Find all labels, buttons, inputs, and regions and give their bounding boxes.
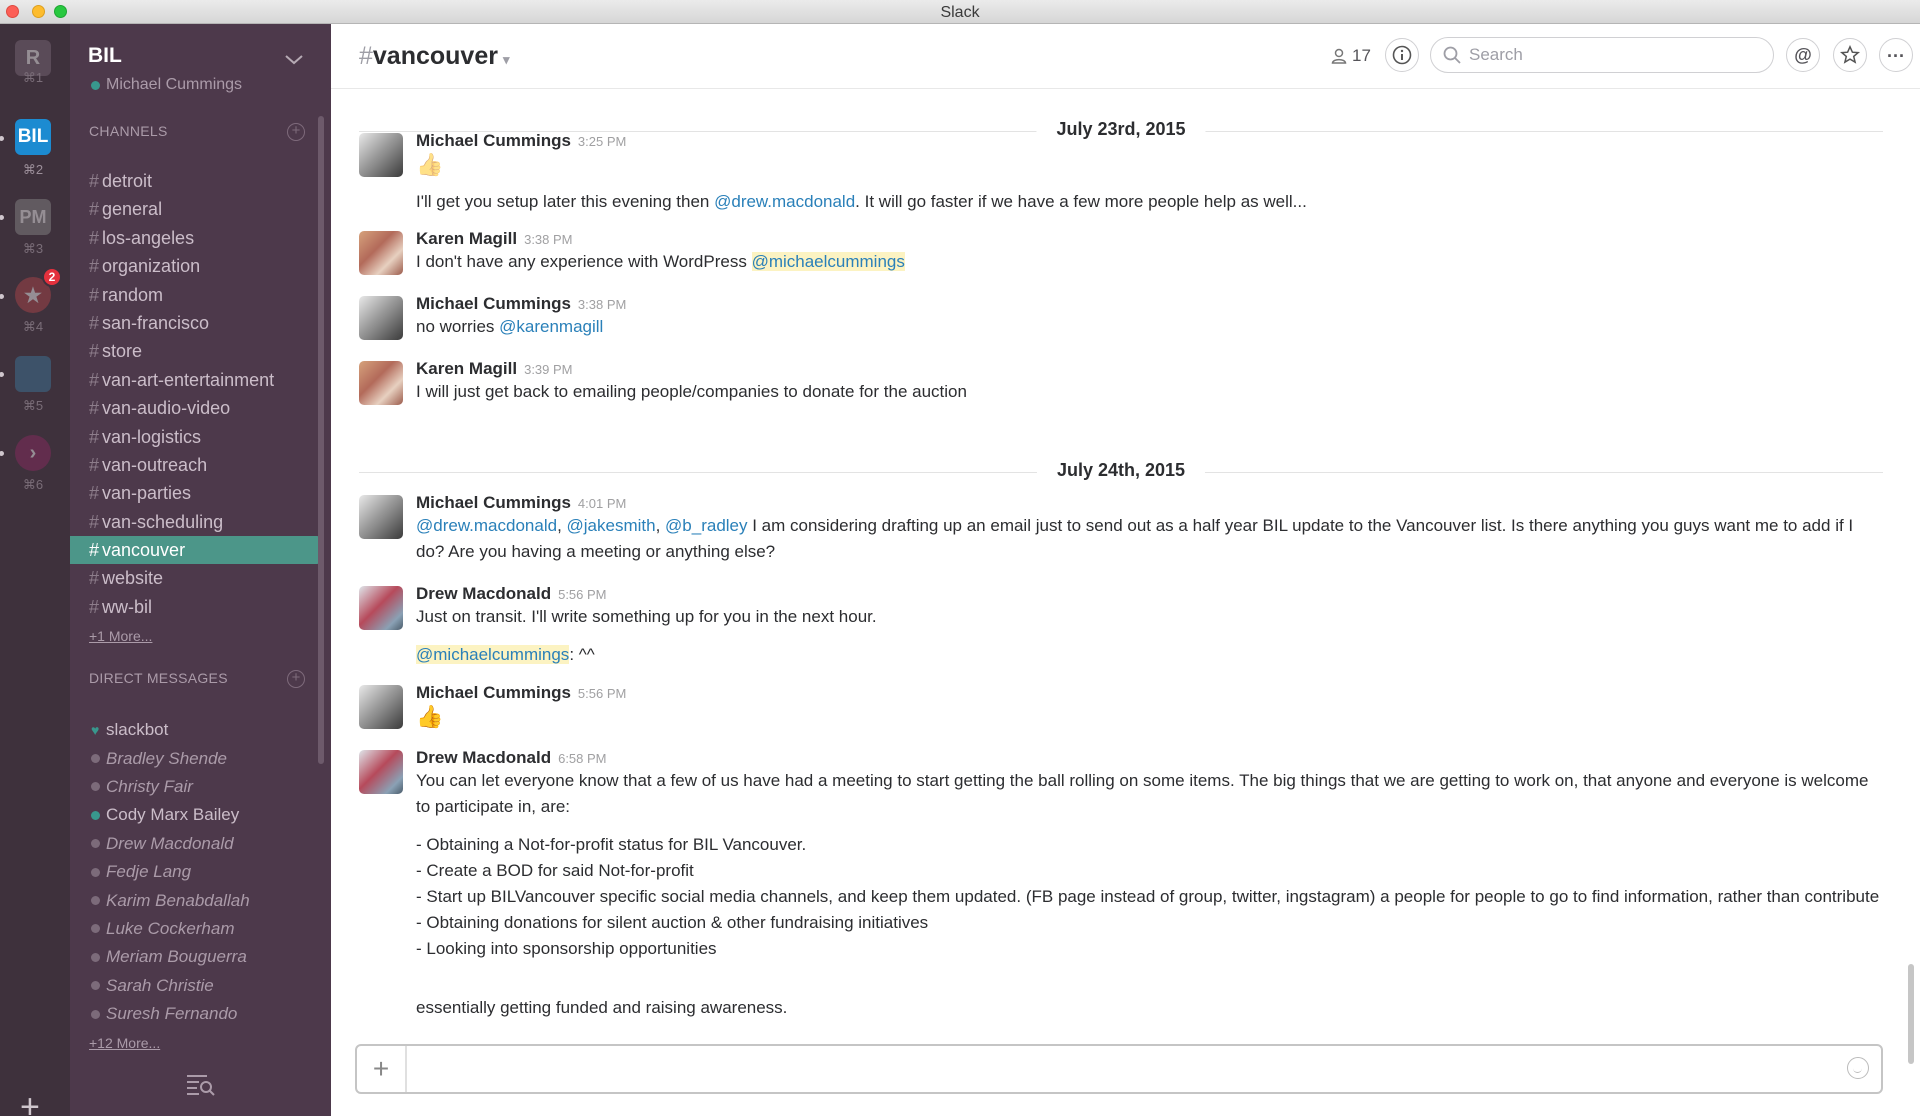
more-dms-link[interactable]: +12 More... — [89, 1035, 161, 1051]
message-text: Just on transit. I'll write something up for you in the next hour. — [416, 607, 877, 626]
message-timestamp[interactable]: 6:58 PM — [558, 751, 607, 766]
message — [359, 131, 1889, 231]
sidebar-item-detroit[interactable]: # detroit — [89, 171, 153, 191]
sidebar-item-random[interactable]: # random — [89, 284, 164, 305]
user-mention[interactable]: @drew.macdonald — [416, 516, 558, 535]
attach-file-button[interactable]: + — [357, 1046, 407, 1092]
user-mention[interactable]: @drew.macdonald — [714, 192, 856, 211]
dm-item-christy-fair[interactable]: Christy Fair — [70, 773, 320, 801]
title-bar — [0, 0, 1920, 24]
sidebar-item-van-scheduling[interactable]: # van-scheduling — [89, 511, 224, 532]
user-mention[interactable]: @michaelcummings — [751, 252, 905, 271]
thumbs-up-emoji: 👍 — [416, 704, 444, 729]
message-text: essentially getting funded and raising awareness. — [416, 998, 788, 1017]
chevron-down-icon: ▾ — [502, 52, 510, 67]
message-author[interactable]: Michael Cummings — [416, 294, 571, 313]
avatar[interactable] — [359, 361, 403, 405]
ellipsis-icon: ... — [1886, 40, 1905, 61]
current-user-name: Michael Cummings — [106, 76, 243, 93]
sidebar-item-organization[interactable]: # organization — [89, 256, 201, 277]
at-sign-icon: @ — [1794, 44, 1812, 65]
user-mention[interactable]: @b_radley — [665, 516, 748, 535]
channel-header — [331, 24, 1920, 89]
presence-icon — [91, 81, 100, 90]
list-item: - Create a BOD for said Not-for-profit — [416, 861, 694, 880]
sidebar-item-van-logistics[interactable]: # van-logistics — [89, 426, 202, 447]
avatar[interactable] — [359, 495, 403, 539]
direct-messages-heading[interactable]: DIRECT MESSAGES — [89, 670, 228, 686]
message-timestamp[interactable]: 4:01 PM — [577, 496, 627, 511]
team-bil[interactable]: BIL — [15, 119, 51, 155]
current-user[interactable] — [91, 76, 242, 94]
message-timestamp[interactable]: 3:38 PM — [577, 297, 627, 312]
message-author[interactable]: Karen Magill — [416, 359, 518, 378]
message-text: no worries @karenmagill — [416, 317, 604, 336]
channel-title[interactable]: #vancouver ▾ — [359, 42, 510, 70]
channel-list — [70, 167, 320, 621]
main-pane — [331, 24, 1920, 1116]
team-shortcut: ⌘6 — [22, 477, 44, 492]
presence-icon — [91, 924, 100, 933]
message-timestamp[interactable]: 5:56 PM — [558, 587, 607, 602]
sidebar-item-van-audio-video[interactable]: # van-audio-video — [89, 398, 231, 419]
message-author[interactable]: Drew Macdonald — [416, 748, 552, 767]
team-shortcut: ⌘4 — [22, 319, 44, 334]
dm-item-cody-marx-bailey[interactable]: Cody Marx Bailey — [70, 801, 320, 829]
team-shortcut: ⌘2 — [22, 162, 44, 177]
add-channel-icon[interactable]: + — [287, 123, 305, 141]
message-timestamp[interactable]: 3:39 PM — [524, 362, 573, 377]
message — [359, 294, 1889, 354]
channel-info-button[interactable] — [1385, 38, 1419, 72]
team-notification-badge: 2 — [42, 267, 62, 287]
message-text: @michaelcummings: ^^ — [416, 645, 595, 664]
add-dm-icon[interactable]: + — [287, 670, 305, 688]
chevron-down-icon[interactable] — [285, 52, 303, 68]
team-unread-indicator — [0, 294, 4, 299]
team-active-indicator — [0, 136, 4, 141]
presence-icon — [91, 839, 100, 848]
team-unread-indicator — [0, 372, 4, 377]
day-divider — [359, 460, 1883, 484]
sidebar-item-vancouver[interactable]: # vancouver — [70, 536, 320, 564]
team-unread-indicator — [0, 451, 4, 456]
dm-item-fedje-lang[interactable]: Fedje Lang — [70, 858, 320, 886]
starred-button[interactable] — [1833, 38, 1867, 72]
presence-icon — [91, 953, 100, 962]
search-input[interactable] — [1469, 45, 1749, 65]
sidebar-item-general[interactable]: # general — [89, 199, 163, 220]
message-text: You can let everyone know that a few of us have had a meeting to start getting the ball rolling on some items. The big things that we are getting to work on, that anyone and everyone is welcome to participate in, are: — [416, 771, 1869, 816]
dm-list — [70, 716, 320, 1028]
info-icon — [1392, 45, 1412, 65]
message-timestamp[interactable]: 5:56 PM — [577, 686, 627, 701]
team-shortcut: ⌘5 — [22, 398, 44, 413]
dm-item-karim-benabdallah[interactable]: Karim Benabdallah — [70, 886, 320, 914]
team-chat[interactable]: › — [15, 435, 51, 471]
list-item: - Obtaining a Not-for-profit status for BIL Vancouver. — [416, 835, 807, 854]
message-text: I'll get you setup later this evening then @drew.macdonald. It will go faster if we have a few more people help as well... — [416, 192, 1307, 211]
more-options-button[interactable] — [1879, 38, 1913, 72]
user-mention[interactable]: @michaelcummings — [416, 645, 570, 664]
presence-icon — [91, 981, 100, 990]
sidebar-item-store[interactable]: # store — [89, 341, 143, 362]
channels-heading[interactable]: CHANNELS — [89, 123, 168, 139]
team-shortcut: ⌘1 — [22, 70, 44, 85]
presence-icon — [91, 868, 100, 877]
search-icon — [1443, 46, 1461, 64]
message-author[interactable]: Michael Cummings — [416, 683, 571, 702]
dm-item-bradley-shende[interactable]: Bradley Shende — [70, 744, 320, 772]
message-text: I will just get back to emailing people/companies to donate for the auction — [416, 382, 967, 401]
team-switcher — [0, 24, 70, 1116]
message-timestamp[interactable]: 3:25 PM — [577, 134, 627, 149]
message-text: @drew.macdonald, @jakesmith, @b_radley I am considering drafting up an email just to send out as a half year BIL update to the Vancouver list. Is there anything you guys want me to add if I do? Are you having a meeting or anything else? — [416, 516, 1854, 561]
thumbs-up-emoji: 👍 — [416, 152, 444, 177]
dm-item-slackbot[interactable]: ♥ slackbot — [70, 716, 320, 744]
avatar[interactable] — [359, 685, 403, 729]
message-scrollbar[interactable] — [1908, 964, 1914, 1064]
day-label: July 23rd, 2015 — [1036, 119, 1205, 140]
list-item: - Start up BILVancouver specific social media channels, and keep them updated. (FB page instead of group, twitter, ingstagram) a people for people to go to find information, rather than contribute — [416, 887, 1880, 906]
dm-item-sarah-christie[interactable]: Sarah Christie — [70, 972, 320, 1000]
day-label: July 24th, 2015 — [1037, 460, 1205, 481]
star-icon — [1840, 45, 1860, 65]
team-name[interactable]: BIL — [88, 44, 122, 67]
presence-icon — [91, 811, 100, 820]
team-refresh[interactable] — [15, 356, 51, 392]
search-box[interactable] — [1430, 37, 1774, 73]
more-channels-link[interactable]: +1 More... — [89, 628, 153, 644]
sidebar-item-van-art-entertainment[interactable]: # van-art-entertainment — [89, 369, 275, 390]
message-list — [331, 90, 1901, 1036]
team-pm[interactable]: PM — [15, 199, 51, 235]
person-icon — [1331, 48, 1347, 64]
sidebar-item-website[interactable]: # website — [89, 568, 164, 589]
presence-icon — [91, 896, 100, 905]
message-list-items — [416, 832, 1886, 962]
channel-sidebar — [70, 24, 331, 1116]
presence-icon — [91, 1010, 100, 1019]
message-author[interactable]: Drew Macdonald — [416, 584, 552, 603]
avatar[interactable] — [359, 296, 403, 340]
member-count[interactable]: 17 — [1331, 46, 1371, 66]
mentions-button[interactable] — [1786, 38, 1820, 72]
avatar[interactable] — [359, 133, 403, 177]
team-star[interactable]: ★ — [15, 277, 51, 313]
sidebar-item-van-outreach[interactable]: # van-outreach — [89, 454, 208, 475]
add-team-button[interactable]: + — [20, 1088, 40, 1116]
team-r[interactable]: R — [15, 40, 51, 76]
presence-icon — [91, 782, 100, 791]
sidebar-item-san-francisco[interactable]: # san-francisco — [89, 312, 210, 333]
presence-icon — [91, 754, 100, 763]
message-input[interactable] — [417, 1054, 1817, 1084]
dm-item-luke-cockerham[interactable]: Luke Cockerham — [70, 915, 320, 943]
message — [359, 493, 1889, 573]
message-author[interactable]: Michael Cummings — [416, 131, 571, 150]
team-shortcut: ⌘3 — [22, 241, 44, 256]
team-unread-indicator — [0, 215, 4, 220]
message — [359, 748, 1889, 1036]
dm-item-meriam-bouguerra[interactable]: Meriam Bouguerra — [70, 943, 320, 971]
list-item: - Looking into sponsorship opportunities — [416, 939, 717, 958]
sidebar-item-van-parties[interactable]: # van-parties — [89, 483, 192, 504]
user-mention[interactable]: @karenmagill — [499, 317, 604, 336]
sidebar-item-los-angeles[interactable]: # los-angeles — [89, 227, 195, 248]
message-author[interactable]: Michael Cummings — [416, 493, 571, 512]
dm-item-drew-macdonald[interactable]: Drew Macdonald — [70, 830, 320, 858]
avatar[interactable] — [359, 750, 403, 794]
heart-icon: ♥ — [91, 722, 100, 739]
avatar[interactable] — [359, 231, 403, 275]
window-title: Slack — [940, 4, 980, 21]
message-text: I don't have any experience with WordPress @michaelcummings — [416, 252, 905, 271]
dm-item-suresh-fernando[interactable]: Suresh Fernando — [70, 1000, 320, 1028]
avatar[interactable] — [359, 586, 403, 630]
message — [359, 229, 1889, 289]
message — [359, 683, 1889, 743]
emoji-icon[interactable] — [1847, 1057, 1869, 1079]
user-mention[interactable]: @jakesmith — [566, 516, 656, 535]
message-composer — [355, 1044, 1883, 1094]
message — [359, 584, 1889, 674]
message-timestamp[interactable]: 3:38 PM — [524, 232, 573, 247]
message — [359, 359, 1889, 419]
sidebar-item-ww-bil[interactable]: # ww-bil — [89, 596, 153, 617]
quick-switcher-icon[interactable] — [185, 1072, 215, 1096]
list-item: - Obtaining donations for silent auction & other fundraising initiatives — [416, 913, 929, 932]
sidebar-scrollbar[interactable] — [318, 116, 324, 764]
message-author[interactable]: Karen Magill — [416, 229, 518, 248]
